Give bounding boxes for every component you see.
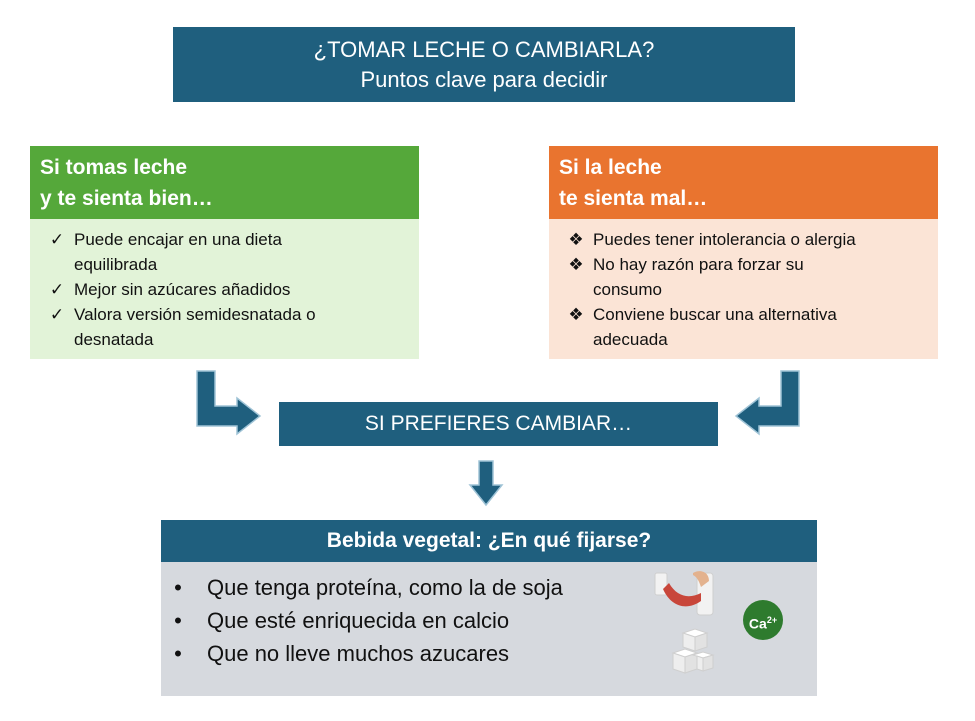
item-text: Que no lleve muchos azucares	[207, 641, 510, 666]
item-line: Conviene buscar una alternativa	[593, 305, 837, 324]
bullet-icon: •	[174, 575, 182, 600]
bottom-heading-label: Bebida vegetal: ¿En qué fijarse?	[326, 529, 652, 552]
down-arrow-icon	[470, 461, 502, 505]
diamond-bullet-icon: ❖	[568, 305, 584, 324]
bottom-body	[161, 562, 817, 696]
diamond-bullet-icon: ❖	[568, 230, 584, 249]
calcium-charge: 2+	[766, 615, 778, 625]
left-heading-line-1: Si tomas leche	[40, 156, 188, 179]
calcium-symbol: Ca	[748, 615, 767, 632]
switch-banner	[279, 402, 718, 446]
list-item	[161, 571, 817, 604]
item-line: Mejor sin azúcares añadidos	[74, 280, 291, 299]
list-item	[161, 604, 817, 637]
item-line: equilibrada	[74, 255, 158, 274]
bullet-icon: •	[174, 608, 182, 633]
bent-arrow-left-icon	[736, 371, 799, 434]
right-heading-line-2: te sienta mal…	[559, 187, 708, 210]
item-line: consumo	[593, 280, 662, 299]
check-icon: ✓	[49, 280, 65, 299]
title-line-1: ¿TOMAR LECHE O CAMBIARLA?	[313, 37, 655, 62]
list-item	[161, 637, 817, 670]
item-line: No hay razón para forzar su	[593, 255, 804, 274]
item-line: desnatada	[74, 330, 154, 349]
item-line: adecuada	[593, 330, 668, 349]
check-icon: ✓	[49, 230, 65, 249]
title-line-2: Puntos clave para decidir	[360, 67, 608, 92]
bullet-icon: •	[174, 641, 182, 666]
diamond-bullet-icon: ❖	[568, 255, 584, 274]
item-line: Puedes tener intolerancia o alergia	[593, 230, 856, 249]
item-text: Que esté enriquecida en calcio	[207, 608, 510, 633]
item-text: Que tenga proteína, como la de soja	[207, 575, 563, 600]
item-line: Valora versión semidesnatada o	[74, 305, 316, 324]
calcium-ion-icon	[743, 600, 783, 640]
plant-drink-criteria-list	[161, 562, 817, 670]
right-heading-line-1: Si la leche	[559, 156, 662, 179]
sugar-cubes-icon	[669, 627, 717, 677]
item-line: Puede encajar en una dieta	[74, 230, 282, 249]
check-icon: ✓	[49, 305, 65, 324]
switch-banner-label: SI PREFIERES CAMBIAR…	[364, 412, 633, 435]
flexed-arm-icon	[653, 567, 717, 621]
bottom-heading	[161, 520, 817, 562]
bent-arrow-right-icon	[197, 371, 260, 434]
left-heading-line-2: y te sienta bien…	[40, 187, 213, 210]
